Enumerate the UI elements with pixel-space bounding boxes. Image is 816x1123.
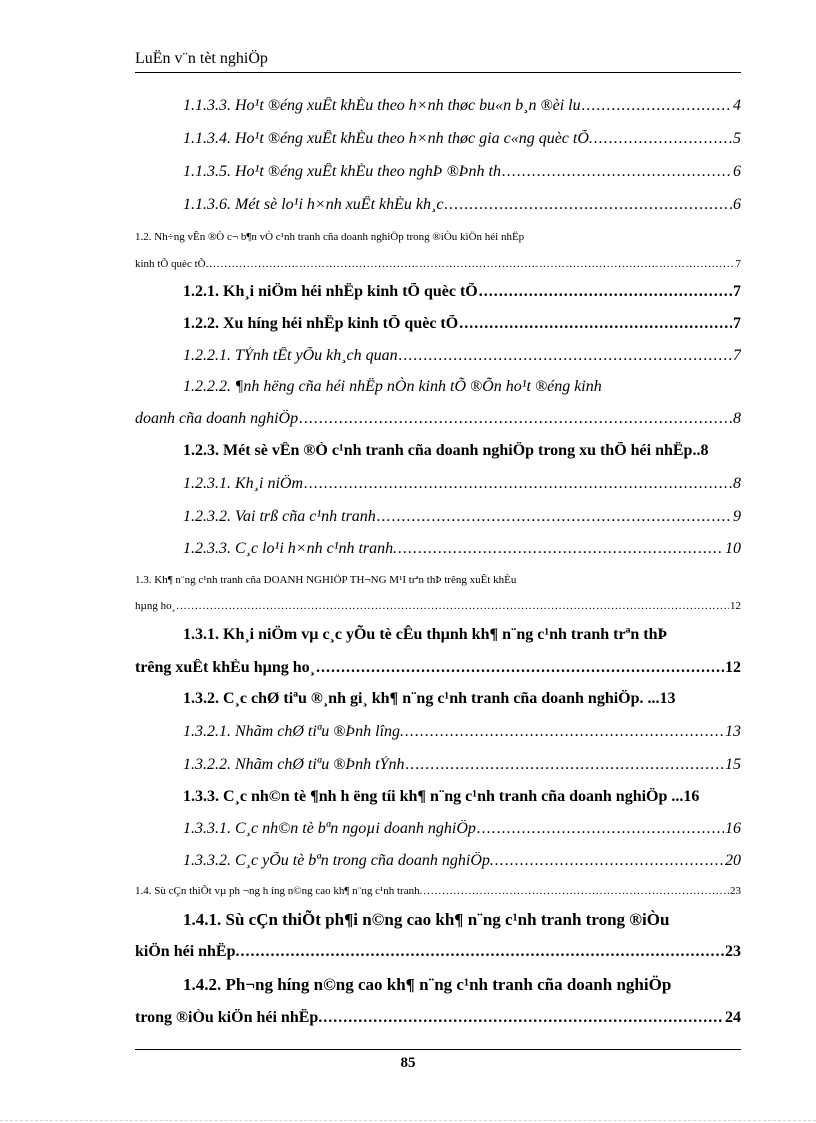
- toc-entry: [135, 196, 741, 214]
- leader-dots: [299, 410, 732, 428]
- toc-entry: [135, 163, 741, 181]
- toc-entry-title: 1.3.1. Kh¸i niÖm vµ c¸c yÕu tè cÊu thµnh kh¶ n¨ng c¹nh tranh trªn thÞ: [183, 626, 668, 643]
- toc-entry-title: 1.2. Nh÷ng vÊn ®Ò c¬ b¶n vÒ c¹nh tranh cña doanh nghiÖp trong ®iÒu kiÖn héi nhËp: [135, 231, 525, 243]
- toc-entry-title: 1.2.2.2. ¶nh hëng cña héi nhËp nÒn kinh tÕ ®Õn ho¹t ®éng kinh: [183, 378, 602, 395]
- toc-page-number: 16: [683, 788, 700, 805]
- toc-page-number: 5: [733, 130, 741, 147]
- leader-dots: [398, 540, 724, 558]
- toc-entry: [135, 258, 741, 270]
- toc-entry-title: 1.2.3.3. C¸c lo¹i h×nh c¹nh tranh.: [183, 540, 398, 557]
- toc-entry: [135, 723, 741, 741]
- running-header: LuËn v¨n tèt nghiÖp: [135, 50, 268, 67]
- toc-entry: [135, 475, 741, 493]
- toc-page-number: 15: [725, 756, 741, 773]
- leader-dots: [423, 885, 729, 897]
- toc-entry-continuation: kiÖn héi nhËp.: [135, 943, 240, 960]
- toc-entry: [135, 852, 741, 870]
- toc-entry-title: 1.2.2.1. TÝnh tÊt yÕu kh¸ch quan: [183, 347, 398, 364]
- page-number: 85: [400, 1055, 416, 1071]
- toc-page-number: 13: [725, 723, 741, 740]
- toc-entry-title: 1.3.2. C¸c chØ tiªu ®¸nh gi¸ kh¶ n¨ng c¹nh tranh cña doanh nghiÖp. ...: [183, 690, 660, 707]
- toc-entry: [135, 756, 741, 774]
- toc-entry-title: 1.3.3.1. C¸c nh©n tè bªn ngoµi doanh nghiÖp: [183, 820, 476, 837]
- toc-entry-continuation: kinh tÕ quèc tÕ.: [135, 258, 209, 270]
- leader-dots: [304, 475, 732, 493]
- toc-entry-title: 1.4.2. Ph¬ng híng n©ng cao kh¶ n¨ng c¹nh tranh cña doanh nghiÖp: [183, 975, 672, 994]
- leader-dots: [377, 508, 732, 526]
- toc-entry-title: 1.2.3.2. Vai trß cña c¹nh tranh: [183, 508, 376, 525]
- toc-entry: [135, 283, 741, 301]
- leader-dots: [459, 315, 732, 333]
- toc-entry: [135, 788, 741, 806]
- toc-entry-title: 1.3.2.2. Nhãm chØ tiªu ®Þnh tÝnh: [183, 756, 405, 773]
- toc-page-number: 16: [725, 820, 741, 837]
- toc-entry-title: 1.2.1. Kh¸i niÖm héi nhËp kinh tÕ quèc tÕ: [183, 283, 478, 300]
- leader-dots: [502, 163, 732, 181]
- toc-page-number: 10: [725, 540, 741, 557]
- toc-page-number: 23: [725, 943, 741, 960]
- toc-entry-title: 1.1.3.5. Ho¹t ®éng xuÊt khÈu theo nghÞ ®Þnh th: [183, 163, 501, 180]
- leader-dots: [241, 943, 725, 961]
- toc-entry-title: 1.3.2.1. Nhãm chØ tiªu ®Þnh lîng.: [183, 723, 405, 740]
- toc-entry-title: 1.4. Sù cÇn thiÕt vµ ph ¬ng h íng n©ng cao kh¶ n¨ng c¹nh tranh.: [135, 885, 423, 897]
- toc-entry: [135, 347, 741, 365]
- toc-entry: [135, 885, 741, 897]
- toc-page-number: 7: [735, 258, 741, 270]
- toc-page-number: 4: [733, 97, 741, 114]
- toc-entry-title: 1.4.1. Sù cÇn thiÕt ph¶i n©ng cao kh¶ n¨ng c¹nh tranh trong ®iÒu: [183, 910, 670, 929]
- leader-dots: [323, 1009, 724, 1027]
- toc-page-number: 6: [733, 196, 741, 213]
- toc-page-number: 8: [733, 475, 741, 492]
- toc-entry-title: 1.2.2. Xu híng héi nhËp kinh tÕ quèc tÕ: [183, 315, 459, 332]
- toc-entry: [135, 690, 741, 708]
- toc-page-number: 20: [725, 852, 741, 869]
- toc-entry: [135, 410, 741, 428]
- leader-dots: [495, 852, 724, 870]
- leader-dots: [444, 196, 732, 214]
- toc-entry-continuation: trêng xuÊt khÈu hµng ho¸: [135, 659, 315, 676]
- toc-page-number: 12: [725, 659, 741, 676]
- toc-entry: [135, 442, 741, 460]
- toc-entry: [135, 1009, 741, 1027]
- footer-rule: [135, 1049, 741, 1050]
- toc-entry-title: 1.2.3. Mét sè vÊn ®Ò c¹nh tranh cña doanh nghiÖp trong xu thÕ héi nhËp..: [183, 442, 701, 459]
- leader-dots: [405, 723, 724, 741]
- leader-dots: [399, 347, 732, 365]
- toc-entry-continuation: hµng ho¸: [135, 600, 176, 612]
- toc-page-number: 8: [733, 410, 741, 427]
- toc-entry: [135, 315, 741, 333]
- toc-page-number: 8: [700, 442, 709, 459]
- toc-page-number: 7: [733, 347, 741, 364]
- toc-page-number: 7: [733, 283, 741, 300]
- leader-dots: [316, 659, 724, 677]
- toc-entry-title: 1.3. Kh¶ n¨ng c¹nh tranh cña DOANH NGHIÖP TH¬NG M¹I trªn thÞ trêng xuÊt khÈu: [135, 574, 517, 586]
- toc-entry: [135, 943, 741, 961]
- toc-page-number: 24: [725, 1009, 741, 1026]
- toc-entry-title: 1.3.3.2. C¸c yÕu tè bªn trong cña doanh nghiÖp.: [183, 852, 494, 869]
- header-rule: [135, 72, 741, 73]
- leader-dots: [209, 258, 734, 270]
- leader-dots: [582, 97, 732, 115]
- toc-entry-continuation: trong ®iÒu kiÖn héi nhËp.: [135, 1009, 323, 1026]
- leader-dots: [176, 600, 729, 612]
- toc-page-number: 23: [730, 885, 741, 897]
- page-edge-divider: [0, 1120, 816, 1121]
- toc-entry: [135, 130, 741, 148]
- toc-page-number: 12: [730, 600, 741, 612]
- toc-page-number: 7: [733, 315, 741, 332]
- toc-entry-title: 1.1.3.3. Ho¹t ®éng xuÊt khÈu theo h×nh thøc bu«n b¸n ®èi lu: [183, 97, 581, 114]
- toc-page-number: 6: [733, 163, 741, 180]
- leader-dots: [594, 130, 732, 148]
- toc-entry: [135, 97, 741, 115]
- leader-dots: [477, 820, 724, 838]
- toc-entry: [135, 508, 741, 526]
- toc-entry-title: 1.1.3.6. Mét sè lo¹i h×nh xuÊt khÈu kh¸c: [183, 196, 444, 213]
- toc-entry: [135, 540, 741, 558]
- toc-entry: [135, 820, 741, 838]
- leader-dots: [405, 756, 724, 774]
- toc-entry: [135, 600, 741, 612]
- toc-entry-title: 1.3.3. C¸c nh©n tè ¶nh h ëng tíi kh¶ n¨ng c¹nh tranh cña doanh nghiÖp ...: [183, 788, 684, 805]
- toc-page-number: 13: [659, 690, 676, 707]
- toc-entry-title: 1.1.3.4. Ho¹t ®éng xuÊt khÈu theo h×nh thøc gia c«ng quèc tÕ.: [183, 130, 593, 147]
- toc-page-number: 9: [733, 508, 741, 525]
- toc-entry-continuation: doanh cña doanh nghiÖp: [135, 410, 299, 427]
- toc-entry-title: 1.2.3.1. Kh¸i niÖm: [183, 475, 303, 492]
- toc-entry: [135, 659, 741, 677]
- leader-dots: [479, 283, 732, 301]
